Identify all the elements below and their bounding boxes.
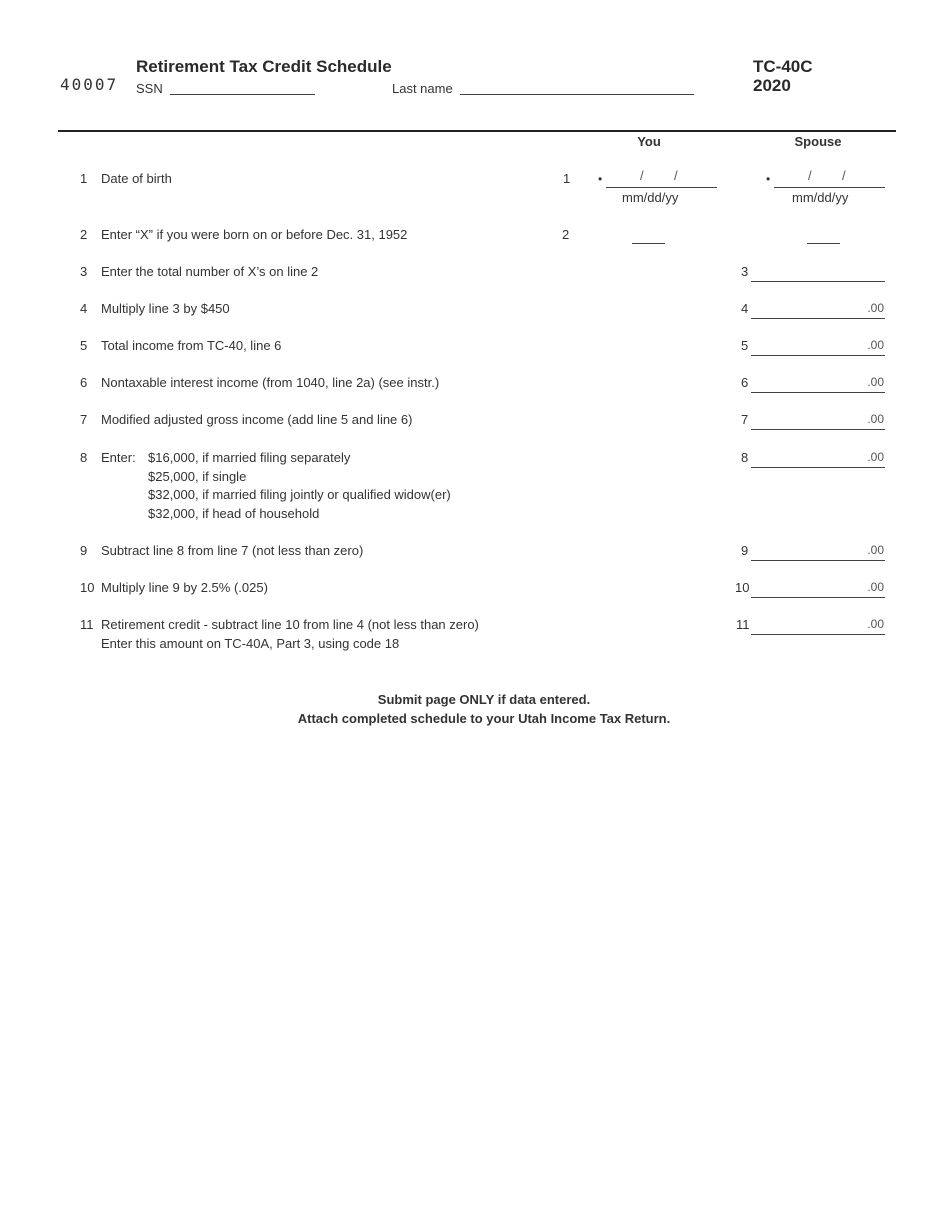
form-number: 40007 <box>60 75 119 94</box>
line-8-input[interactable] <box>751 449 885 468</box>
line-8-option: $16,000, if married filing separately <box>148 450 351 465</box>
line-4-label: Multiply line 3 by $450 <box>101 301 230 316</box>
line-7-ref: 7 <box>741 412 749 427</box>
line-11-input[interactable] <box>751 616 885 635</box>
line-9-number: 9 <box>80 543 88 558</box>
line-5-number: 5 <box>80 338 88 353</box>
line-4-cents: .00 <box>867 301 884 315</box>
submit-note: Submit page ONLY if data entered. <box>377 692 591 707</box>
attach-note: Attach completed schedule to your Utah Income Tax Return. <box>297 711 671 726</box>
line-11-ref: 11 <box>736 617 750 632</box>
line-10-label: Multiply line 9 by 2.5% (.025) <box>101 580 268 595</box>
form-year: 2020 <box>753 76 791 95</box>
line-8-number: 8 <box>80 450 88 465</box>
line-6-number: 6 <box>80 375 88 390</box>
line-5-input[interactable] <box>751 337 885 356</box>
line-6-ref: 6 <box>741 375 749 390</box>
spouse-dob-sep-1: / <box>808 168 812 183</box>
line-4-input[interactable] <box>751 300 885 319</box>
ssn-field[interactable] <box>170 94 315 95</box>
column-you-header: You <box>637 134 661 149</box>
line-3-number: 3 <box>80 264 88 279</box>
line-7-number: 7 <box>80 412 88 427</box>
line-11-instruction: Enter this amount on TC-40A, Part 3, using code 18 <box>101 636 400 651</box>
line-1-ref: 1 <box>563 171 571 186</box>
line-10-cents: .00 <box>867 580 884 594</box>
you-dob-sep-2: / <box>674 168 678 183</box>
line-5-ref: 5 <box>741 338 749 353</box>
line-3-label: Enter the total number of X’s on line 2 <box>101 264 319 279</box>
line-7-label: Modified adjusted gross income (add line 5 and line 6) <box>101 412 413 427</box>
line-9-label: Subtract line 8 from line 7 (not less than zero) <box>101 543 364 558</box>
line-1-label: Date of birth <box>101 171 172 186</box>
spouse-dob-format: mm/dd/yy <box>792 190 849 205</box>
line-11-label: Retirement credit - subtract line 10 from line 4 (not less than zero) <box>101 617 479 632</box>
line-10-input[interactable] <box>751 579 885 598</box>
form-code <box>753 57 813 95</box>
line-2-number: 2 <box>80 227 88 242</box>
line-7-cents: .00 <box>867 412 884 426</box>
you-dob-field[interactable] <box>606 170 717 188</box>
line-4-number: 4 <box>80 301 88 316</box>
you-dob-bullet: • <box>598 172 603 186</box>
form-title: Retirement Tax Credit Schedule <box>136 57 392 76</box>
line-11-number: 11 <box>80 617 94 632</box>
line-6-input[interactable] <box>751 374 885 393</box>
line-6-cents: .00 <box>867 375 884 389</box>
line-2-label: Enter “X” if you were born on or before Dec. 31, 1952 <box>101 227 408 242</box>
spouse-dob-sep-2: / <box>842 168 846 183</box>
line-9-cents: .00 <box>867 543 884 557</box>
line-7-input[interactable] <box>751 411 885 430</box>
line-9-input[interactable] <box>751 542 885 561</box>
line-11-cents: .00 <box>867 617 884 631</box>
spouse-dob-field[interactable] <box>774 170 885 188</box>
line-5-cents: .00 <box>867 338 884 352</box>
spouse-born-before-checkbox[interactable] <box>807 243 840 244</box>
line-10-ref: 10 <box>735 580 750 595</box>
line-5-label: Total income from TC-40, line 6 <box>101 338 282 353</box>
line-9-ref: 9 <box>741 543 749 558</box>
line-1-number: 1 <box>80 171 88 186</box>
line-8-option: $32,000, if head of household <box>148 506 320 521</box>
you-dob-sep-1: / <box>640 168 644 183</box>
last-name-field[interactable] <box>460 94 694 95</box>
you-dob-format: mm/dd/yy <box>622 190 679 205</box>
line-3-ref: 3 <box>741 264 749 279</box>
line-3-input[interactable] <box>751 263 885 282</box>
line-8-ref: 8 <box>741 450 749 465</box>
you-born-before-checkbox[interactable] <box>632 243 665 244</box>
line-8-cents: .00 <box>867 450 884 464</box>
line-2-ref: 2 <box>562 227 570 242</box>
line-8-option: $32,000, if married filing jointly or qualified widow(er) <box>148 487 451 502</box>
form-code-text: TC-40C <box>753 57 813 76</box>
line-8-label: Enter: <box>101 450 136 465</box>
line-8-option: $25,000, if single <box>148 469 247 484</box>
line-10-number: 10 <box>80 580 95 595</box>
line-6-label: Nontaxable interest income (from 1040, line 2a) (see instr.) <box>101 375 440 390</box>
last-name-label: Last name <box>392 81 453 96</box>
column-spouse-header: Spouse <box>794 134 842 149</box>
ssn-label: SSN <box>136 81 163 96</box>
spouse-dob-bullet: • <box>766 172 771 186</box>
header-rule <box>58 130 896 132</box>
line-4-ref: 4 <box>741 301 749 316</box>
